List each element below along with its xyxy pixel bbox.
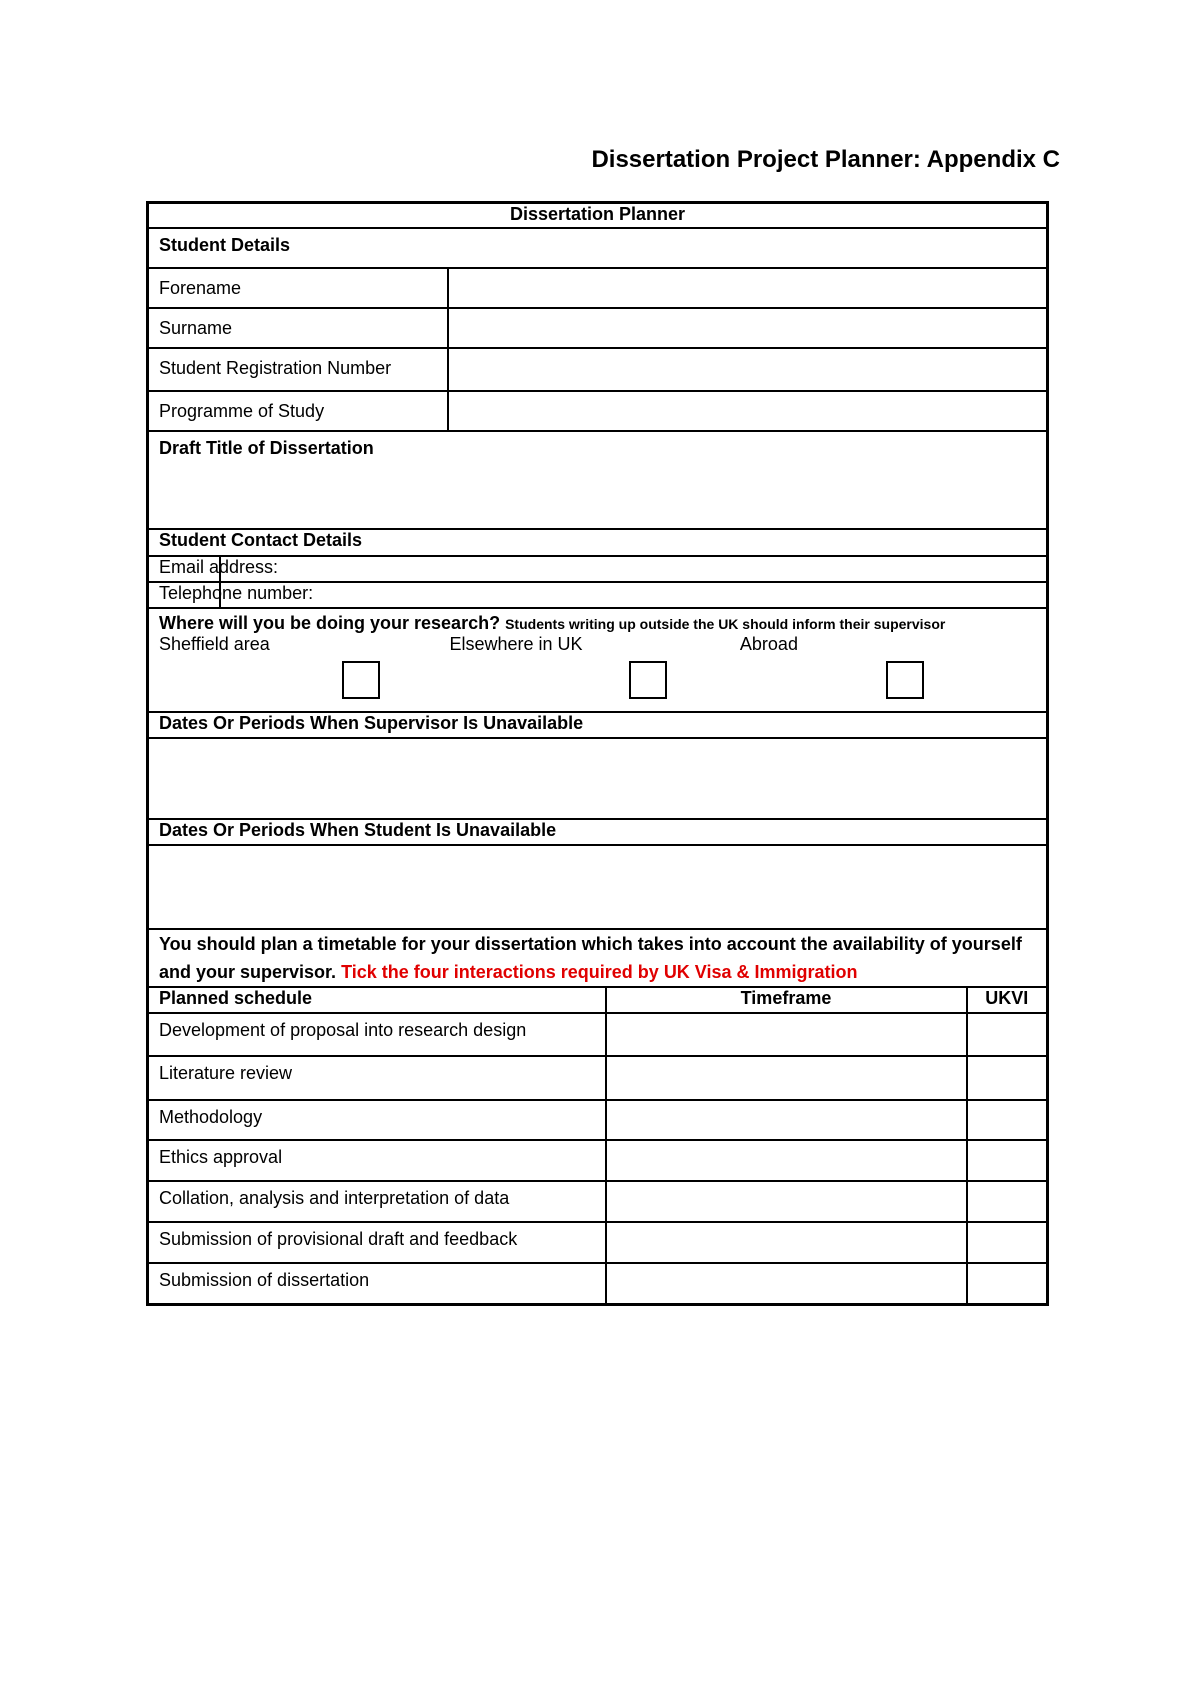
- ukvi-tick-cell[interactable]: [967, 1013, 1048, 1056]
- telephone-label: Telephone number:: [148, 582, 220, 608]
- supervisor-unavailable-field[interactable]: [148, 738, 1048, 819]
- planned-schedule-header: Planned schedule: [148, 987, 606, 1013]
- student-unavailable-field[interactable]: [148, 845, 1048, 929]
- schedule-row-label: Submission of provisional draft and feedback: [148, 1222, 606, 1263]
- email-label: Email address:: [148, 556, 220, 582]
- timeframe-cell[interactable]: [606, 1100, 967, 1140]
- draft-title-field[interactable]: [148, 431, 1048, 529]
- abroad-checkbox[interactable]: [886, 661, 924, 699]
- ukvi-tick-cell[interactable]: [967, 1181, 1048, 1222]
- timeframe-cell[interactable]: [606, 1140, 967, 1181]
- timeframe-cell[interactable]: [606, 1222, 967, 1263]
- elsewhere-in-uk-checkbox[interactable]: [629, 661, 667, 699]
- schedule-row-label: Ethics approval: [148, 1140, 606, 1181]
- registration-number-label: Student Registration Number: [148, 348, 448, 391]
- timeframe-cell[interactable]: [606, 1013, 967, 1056]
- timeframe-cell[interactable]: [606, 1181, 967, 1222]
- forename-label: Forename: [148, 268, 448, 308]
- ukvi-tick-cell[interactable]: [967, 1140, 1048, 1181]
- ukvi-instruction: Tick the four interactions required by UK Visa & Immigration: [341, 961, 858, 982]
- surname-field[interactable]: [448, 308, 1048, 348]
- page-title: Dissertation Project Planner: Appendix C: [591, 146, 1060, 173]
- schedule-row-label: Collation, analysis and interpretation of data: [148, 1181, 606, 1222]
- option-abroad-label: Abroad: [739, 633, 798, 654]
- research-location-note: Students writing up outside the UK should inform their supervisor: [505, 615, 946, 632]
- timetable-note: [148, 929, 1048, 987]
- registration-number-field[interactable]: [448, 348, 1048, 391]
- student-unavailable-heading: Dates Or Periods When Student Is Unavailable: [148, 819, 1048, 845]
- timetable-note-text: You should plan a timetable for your dissertation which takes into account the availability of yourself and your supervisor.: [159, 933, 1022, 982]
- location-checkboxes: [159, 655, 1036, 705]
- programme-field[interactable]: [448, 391, 1048, 431]
- ukvi-tick-cell[interactable]: [967, 1056, 1048, 1100]
- timeframe-cell[interactable]: [606, 1056, 967, 1100]
- programme-label: Programme of Study: [148, 391, 448, 431]
- option-elsewhere-uk-label: Elsewhere in UK: [449, 633, 583, 654]
- research-location-question: Where will you be doing your research?: [159, 612, 501, 633]
- contact-details-heading: Student Contact Details: [148, 529, 1048, 556]
- timeframe-header: Timeframe: [606, 987, 967, 1013]
- surname-label: Surname: [148, 308, 448, 348]
- option-sheffield-label: Sheffield area: [159, 633, 270, 654]
- ukvi-tick-cell[interactable]: [967, 1263, 1048, 1305]
- research-location-section: [148, 608, 1048, 712]
- sheffield-area-checkbox[interactable]: [342, 661, 380, 699]
- ukvi-header: UKVI: [967, 987, 1048, 1013]
- schedule-row-label: Literature review: [148, 1056, 606, 1100]
- student-details-heading: Student Details: [148, 228, 1048, 268]
- location-options: [159, 634, 1036, 655]
- schedule-row-label: Submission of dissertation: [148, 1263, 606, 1305]
- supervisor-unavailable-heading: Dates Or Periods When Supervisor Is Unavailable: [148, 712, 1048, 738]
- email-field[interactable]: [220, 556, 1048, 582]
- form-heading: Dissertation Planner: [148, 203, 1048, 228]
- schedule-row-label: Methodology: [148, 1100, 606, 1140]
- ukvi-tick-cell[interactable]: [967, 1222, 1048, 1263]
- forename-field[interactable]: [448, 268, 1048, 308]
- timeframe-cell[interactable]: [606, 1263, 967, 1305]
- ukvi-tick-cell[interactable]: [967, 1100, 1048, 1140]
- telephone-field[interactable]: [220, 582, 1048, 608]
- dissertation-planner-form: [146, 201, 1049, 1306]
- draft-title-heading: Draft Title of Dissertation: [159, 437, 374, 458]
- schedule-row-label: Development of proposal into research design: [148, 1013, 606, 1056]
